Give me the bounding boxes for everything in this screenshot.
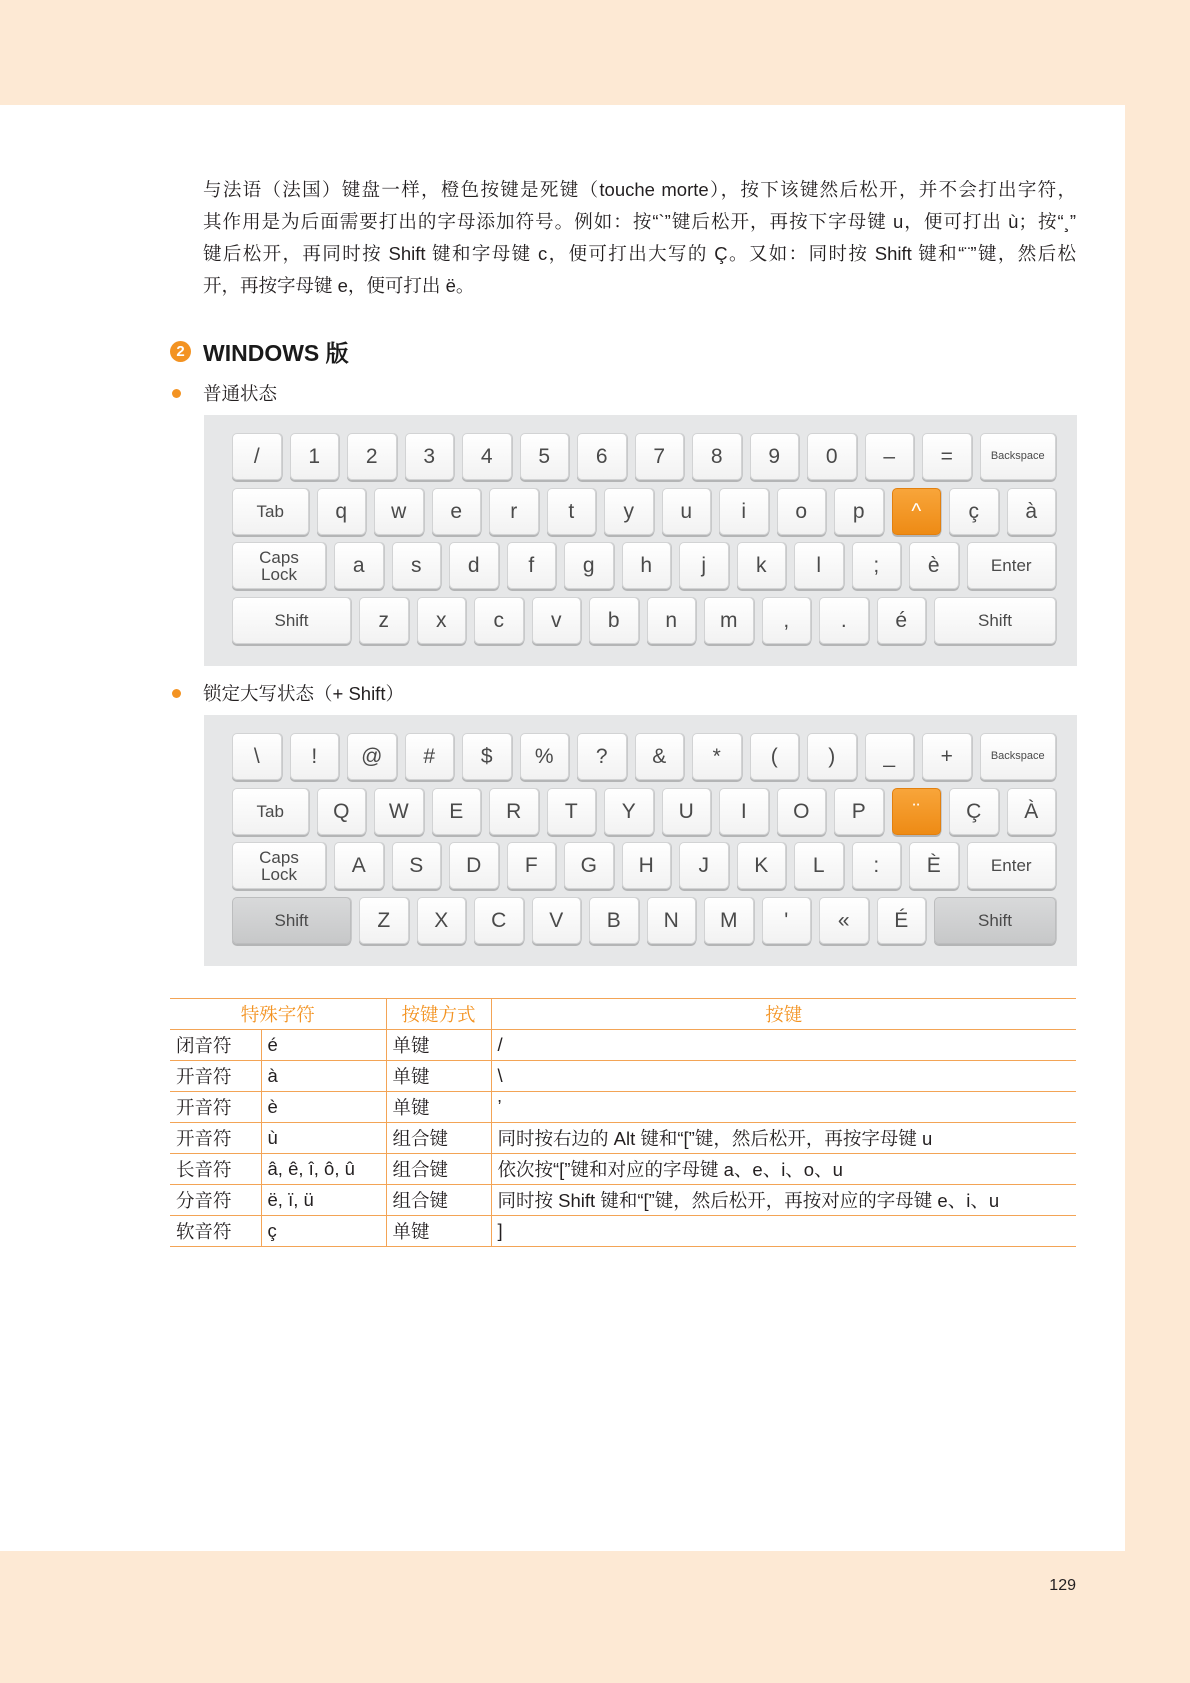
tab-key: Tab	[232, 788, 309, 835]
intro-line: 键后松开，再同时按 Shift 键和字母键 c，便可打出大写的 Ç。又如：同时按 Shift 键和“¨”键，然后松	[203, 243, 1076, 264]
key-q: Q	[317, 788, 367, 835]
key-g: G	[564, 842, 614, 889]
key-p: P	[834, 788, 884, 835]
character-key: :	[852, 842, 902, 889]
key-t: T	[547, 788, 597, 835]
character-key: &	[635, 733, 685, 780]
key-s: s	[392, 542, 442, 589]
bullet-item	[172, 379, 277, 407]
key-z: z	[359, 597, 409, 644]
table-row	[170, 1123, 1076, 1154]
key-x: X	[417, 897, 467, 944]
key-6: 6	[577, 433, 627, 480]
method-cell: 组合键	[386, 1123, 491, 1154]
keyboard-caption: 普通状态	[203, 383, 278, 404]
key-o: o	[777, 488, 827, 535]
table-row	[170, 1092, 1076, 1123]
key-n: n	[647, 597, 697, 644]
key-b: b	[589, 597, 639, 644]
characters-cell: à	[261, 1061, 386, 1092]
keys-cell: 同时按 Shift 键和“[”键，然后松开，再按对应的字母键 e、i、u	[491, 1185, 1076, 1216]
key-5: 5	[520, 433, 570, 480]
keyboard-row	[232, 733, 1077, 780]
character-key: +	[922, 733, 972, 780]
character-key: %	[520, 733, 570, 780]
keyboard-caption: 锁定大写状态（+ Shift）	[203, 683, 404, 704]
key-2: 2	[347, 433, 397, 480]
character-key: =	[922, 433, 972, 480]
character-key: Ç	[949, 788, 999, 835]
characters-cell: è	[261, 1092, 386, 1123]
table-header-row	[170, 999, 1076, 1030]
key-c: c	[474, 597, 524, 644]
method-cell: 单键	[386, 1092, 491, 1123]
key-e: e	[432, 488, 482, 535]
key-p: p	[834, 488, 884, 535]
bullet-icon	[172, 389, 181, 398]
dead-key: ¨	[892, 788, 942, 835]
caps-lock-key: Caps Lock	[232, 842, 326, 889]
key-b: B	[589, 897, 639, 944]
key-k: K	[737, 842, 787, 889]
method-cell: 单键	[386, 1216, 491, 1247]
key-o: O	[777, 788, 827, 835]
keyboard-diagram-normal	[204, 415, 1077, 666]
key-7: 7	[635, 433, 685, 480]
key-e: E	[432, 788, 482, 835]
method-cell: 组合键	[386, 1154, 491, 1185]
keyboard-diagram-caps-lock	[204, 715, 1077, 966]
keyboard-row	[232, 897, 1077, 944]
character-key: )	[807, 733, 857, 780]
character-key: «	[819, 897, 869, 944]
character-key: .	[819, 597, 869, 644]
character-key: ,	[762, 597, 812, 644]
keys-cell: \	[491, 1061, 1076, 1092]
characters-cell: ç	[261, 1216, 386, 1247]
key-f: F	[507, 842, 557, 889]
section-number-badge: 2	[170, 341, 191, 362]
key-v: v	[532, 597, 582, 644]
header-special-characters: 特殊字符	[170, 999, 386, 1030]
key-l: L	[794, 842, 844, 889]
character-key: _	[865, 733, 915, 780]
character-key: $	[462, 733, 512, 780]
key-w: w	[374, 488, 424, 535]
key-9: 9	[750, 433, 800, 480]
key-i: i	[719, 488, 769, 535]
enter-key: Enter	[967, 842, 1057, 889]
bullet-icon	[172, 689, 181, 698]
table-row	[170, 1061, 1076, 1092]
key-r: R	[489, 788, 539, 835]
character-key: @	[347, 733, 397, 780]
character-key: /	[232, 433, 282, 480]
section-title: WINDOWS 版	[203, 339, 349, 366]
shift-key: Shift	[934, 897, 1056, 944]
key-a: a	[334, 542, 384, 589]
bullet-item	[172, 679, 404, 707]
header-keys: 按键	[491, 999, 1076, 1030]
method-cell: 组合键	[386, 1185, 491, 1216]
page-number: 129	[1049, 1577, 1076, 1594]
keyboard-row	[232, 433, 1077, 480]
characters-cell: é	[261, 1030, 386, 1061]
key-3: 3	[405, 433, 455, 480]
character-key: ç	[949, 488, 999, 535]
character-key: '	[762, 897, 812, 944]
key-m: m	[704, 597, 754, 644]
keyboard-row	[232, 597, 1077, 644]
intro-line: 其作用是为后面需要打出的字母添加符号。例如：按“`”键后松开，再按下字母键 u，便可打出 ù；按“¸”	[203, 211, 1076, 232]
key-n: N	[647, 897, 697, 944]
accent-name-cell: 长音符	[170, 1154, 261, 1185]
key-k: k	[737, 542, 787, 589]
character-key: É	[877, 897, 927, 944]
key-w: W	[374, 788, 424, 835]
key-x: x	[417, 597, 467, 644]
key-r: r	[489, 488, 539, 535]
key-t: t	[547, 488, 597, 535]
method-cell: 单键	[386, 1061, 491, 1092]
keyboard-row	[232, 842, 1077, 889]
keyboard-row	[232, 542, 1077, 589]
character-key: è	[909, 542, 959, 589]
keyboard-row	[232, 788, 1077, 835]
character-key: È	[909, 842, 959, 889]
key-s: S	[392, 842, 442, 889]
characters-cell: â, ê, î, ô, û	[261, 1154, 386, 1185]
section-heading	[170, 337, 349, 365]
characters-cell: ë, ï, ü	[261, 1185, 386, 1216]
intro-paragraph	[203, 174, 1076, 302]
shift-key: Shift	[232, 597, 351, 644]
keys-cell: /	[491, 1030, 1076, 1061]
key-u: u	[662, 488, 712, 535]
backspace-key: Backspace	[980, 733, 1057, 780]
key-a: A	[334, 842, 384, 889]
intro-line: 与法语（法国）键盘一样，橙色按键是死键（touche morte），按下该键然后松开，并不会打出字符，	[203, 179, 1076, 200]
key-d: D	[449, 842, 499, 889]
key-v: V	[532, 897, 582, 944]
accent-name-cell: 分音符	[170, 1185, 261, 1216]
accent-name-cell: 闭音符	[170, 1030, 261, 1061]
character-key: ?	[577, 733, 627, 780]
character-key: –	[865, 433, 915, 480]
key-4: 4	[462, 433, 512, 480]
keys-cell: 同时按右边的 Alt 键和“[”键，然后松开，再按字母键 u	[491, 1123, 1076, 1154]
key-d: d	[449, 542, 499, 589]
keys-cell: ]	[491, 1216, 1076, 1247]
key-c: C	[474, 897, 524, 944]
dead-key: ^	[892, 488, 942, 535]
key-y: y	[604, 488, 654, 535]
key-y: Y	[604, 788, 654, 835]
table-row	[170, 1185, 1076, 1216]
key-g: g	[564, 542, 614, 589]
keyboard-row	[232, 488, 1077, 535]
key-h: H	[622, 842, 672, 889]
table-row	[170, 1030, 1076, 1061]
character-key: *	[692, 733, 742, 780]
character-key: é	[877, 597, 927, 644]
key-1: 1	[290, 433, 340, 480]
table-row	[170, 1154, 1076, 1185]
key-j: j	[679, 542, 729, 589]
accent-name-cell: 软音符	[170, 1216, 261, 1247]
tab-key: Tab	[232, 488, 309, 535]
method-cell: 单键	[386, 1030, 491, 1061]
key-m: M	[704, 897, 754, 944]
character-key: \	[232, 733, 282, 780]
key-8: 8	[692, 433, 742, 480]
characters-cell: ù	[261, 1123, 386, 1154]
accent-name-cell: 开音符	[170, 1061, 261, 1092]
accent-name-cell: 开音符	[170, 1123, 261, 1154]
accent-name-cell: 开音符	[170, 1092, 261, 1123]
key-q: q	[317, 488, 367, 535]
backspace-key: Backspace	[980, 433, 1057, 480]
key-j: J	[679, 842, 729, 889]
shift-key: Shift	[934, 597, 1056, 644]
key-l: l	[794, 542, 844, 589]
key-f: f	[507, 542, 557, 589]
keys-cell: ’	[491, 1092, 1076, 1123]
character-key: !	[290, 733, 340, 780]
character-key: ;	[852, 542, 902, 589]
key-i: I	[719, 788, 769, 835]
shift-key: Shift	[232, 897, 351, 944]
key-h: h	[622, 542, 672, 589]
table-row	[170, 1216, 1076, 1247]
special-characters-table	[170, 998, 1076, 1247]
intro-line: 开，再按字母键 e，便可打出 ë。	[203, 275, 475, 296]
header-key-method: 按键方式	[386, 999, 491, 1030]
key-z: Z	[359, 897, 409, 944]
key-u: U	[662, 788, 712, 835]
character-key: (	[750, 733, 800, 780]
enter-key: Enter	[967, 542, 1057, 589]
keys-cell: 依次按“[”键和对应的字母键 a、e、i、o、u	[491, 1154, 1076, 1185]
key-0: 0	[807, 433, 857, 480]
caps-lock-key: Caps Lock	[232, 542, 326, 589]
character-key: À	[1007, 788, 1057, 835]
character-key: #	[405, 733, 455, 780]
character-key: à	[1007, 488, 1057, 535]
